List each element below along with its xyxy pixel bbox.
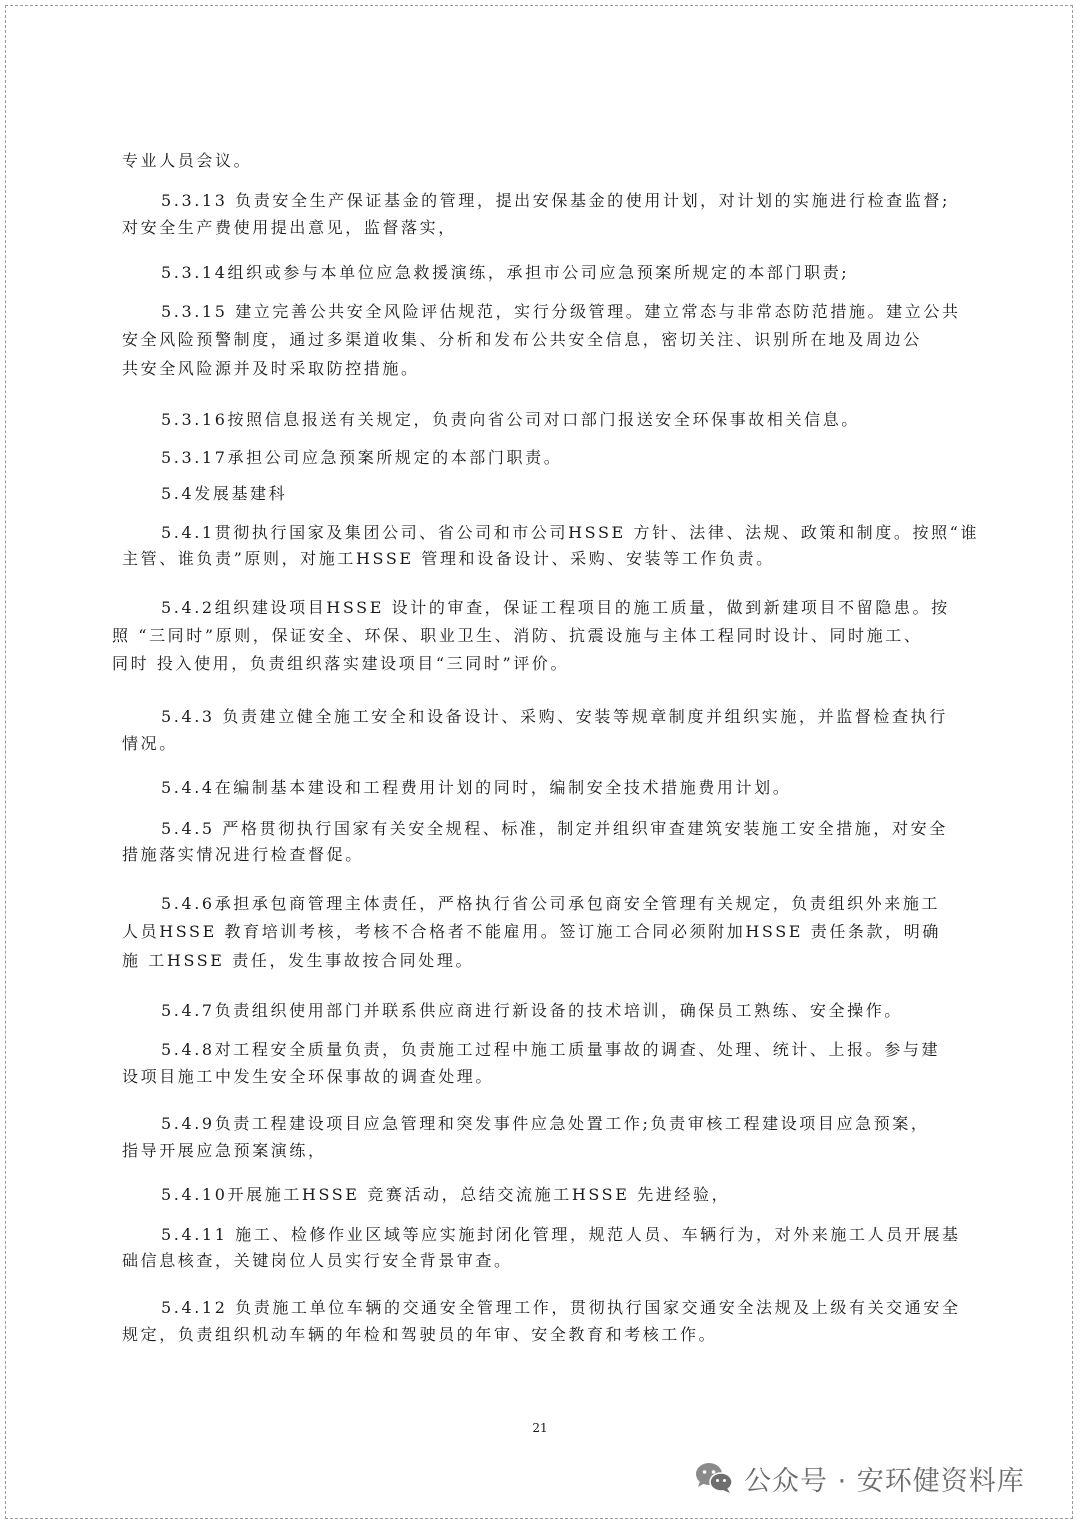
text-line: 5.4.12 负责施工单位车辆的交通安全管理工作，贯彻执行国家交通安全法规及上级有关交通安全 <box>161 1298 961 1317</box>
text-line: 5.3.16按照信息报送有关规定，负责向省公司对口部门报送安全环保事故相关信息。 <box>161 410 860 429</box>
text-line: 5.3.15 建立完善公共安全风险评估规范，实行分级管理。建立常态与非常态防范措施。建立公共 <box>161 302 961 321</box>
text-line: 5.4.11 施工、检修作业区域等应实施封闭化管理，规范人员、车辆行为，对外来施工人员开展基 <box>161 1225 961 1244</box>
text-line: 安全风险预警制度，通过多渠道收集、分析和发布公共安全信息，密切关注、识别所在地及周边公 <box>122 330 922 349</box>
text-line: 主管、谁负责”原则，对施工HSSE 管理和设备设计、采购、安装等工作负责。 <box>122 549 775 568</box>
watermark-text: 公众号 · 安环健资料库 <box>744 1465 1025 1497</box>
text-line: 施 工HSSE 责任，发生事故按合同处理。 <box>122 951 475 970</box>
watermark <box>694 1458 1025 1498</box>
text-line: 人员HSSE 教育培训考核，考核不合格者不能雇用。签订施工合同必须附加HSSE 责任条款，明确 <box>122 922 941 941</box>
text-line: 5.4.2组织建设项目HSSE 设计的审查，保证工程项目的施工质量，做到新建项目不留隐患。按 <box>161 598 950 617</box>
page-number: 21 <box>532 1421 548 1435</box>
text-line: 指导开展应急预案演练， <box>122 1141 327 1160</box>
text-line: 照 “三同时”原则，保证安全、环保、职业卫生、消防、抗震设施与主体工程同时设计、同时施工、 <box>112 626 923 645</box>
text-line: 5.4.3 负责建立健全施工安全和设备设计、采购、安装等规章制度并组织实施，并监督检查执行 <box>161 707 948 726</box>
text-line: 5.4.9负责工程建设项目应急管理和突发事件应急处置工作;负责审核工程建设项目应急预案， <box>161 1114 930 1133</box>
text-line: 5.3.13 负责安全生产保证基金的管理，提出安保基金的使用计划，对计划的实施进行检查监督; <box>161 191 950 210</box>
text-line: 5.4.7负责组织使用部门并联系供应商进行新设备的技术培训，确保员工熟练、安全操作。 <box>161 1001 903 1020</box>
text-line: 同时 投入使用，负责组织落实建设项目“三同时”评价。 <box>112 654 570 673</box>
text-line: 专业人员会议。 <box>122 151 253 170</box>
text-line: 5.4.8对工程安全质量负责，负责施工过程中施工质量事故的调查、处理、统计、上报。参与建 <box>161 1040 941 1059</box>
text-line: 5.4.6承担承包商管理主体责任，严格执行省公司承包商安全管理有关规定，负责组织外来施工 <box>161 894 941 913</box>
section-heading: 5.4发展基建科 <box>161 484 288 503</box>
text-line: 5.4.10开展施工HSSE 竞赛活动，总结交流施工HSSE 先进经验， <box>161 1185 731 1204</box>
text-line: 础信息核查，关键岗位人员实行安全背景审查。 <box>122 1251 513 1270</box>
text-line: 5.4.1贯彻执行国家及集团公司、省公司和市公司HSSE 方针、法律、法规、政策和制度。按照“谁 <box>161 523 980 542</box>
text-line: 情况。 <box>122 734 178 753</box>
text-line: 5.4.5 严格贯彻执行国家有关安全规程、标准，制定并组织审查建筑安装施工安全措施，对安全 <box>161 819 948 838</box>
text-line: 5.4.4在编制基本建设和工程费用计划的同时，编制安全技术措施费用计划。 <box>161 778 792 797</box>
text-line: 5.3.14组织或参与本单位应急救援演练，承担市公司应急预案所规定的本部门职责; <box>161 263 850 282</box>
text-line: 对安全生产费使用提出意见，监督落实， <box>122 218 457 237</box>
text-line: 设项目施工中发生安全环保事故的调查处理。 <box>122 1067 495 1086</box>
wechat-icon <box>694 1461 734 1495</box>
text-line: 共安全风险源并及时采取防控措施。 <box>122 359 420 378</box>
text-line: 规定，负责组织机动车辆的年检和驾驶员的年审、安全教育和考核工作。 <box>122 1325 718 1344</box>
text-line: 措施落实情况进行检查督促。 <box>122 845 364 864</box>
text-line: 5.3.17承担公司应急预案所规定的本部门职责。 <box>161 448 563 467</box>
